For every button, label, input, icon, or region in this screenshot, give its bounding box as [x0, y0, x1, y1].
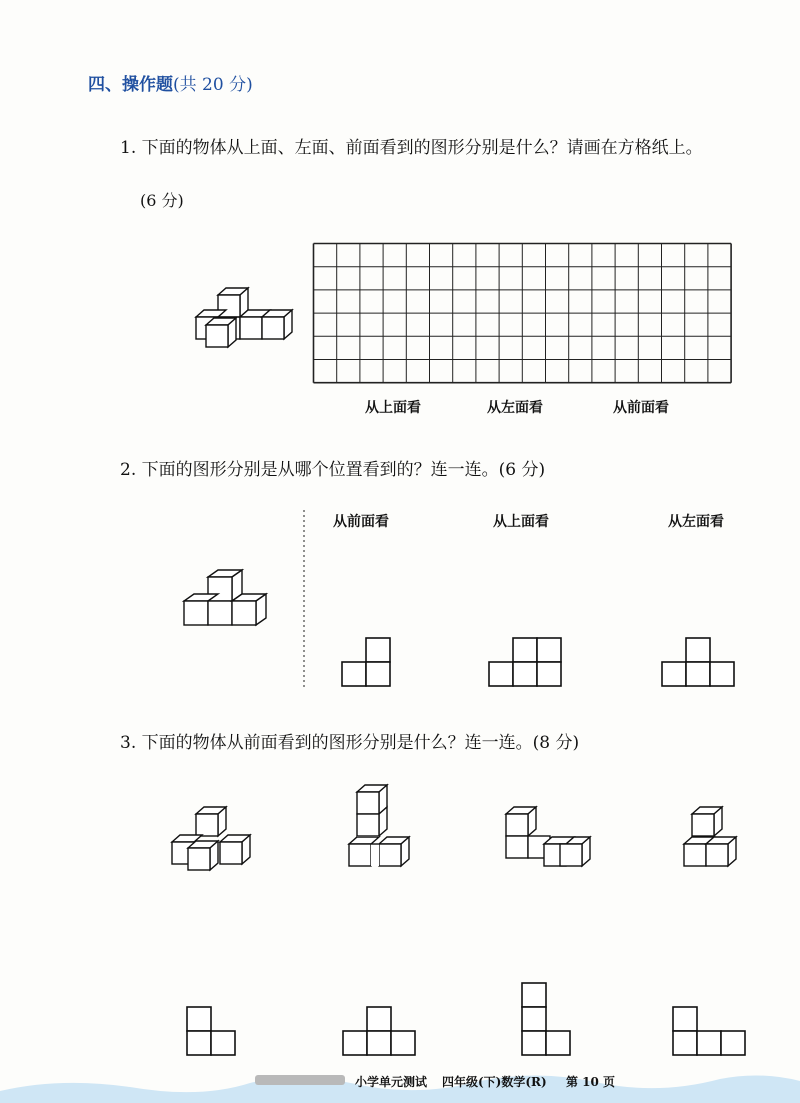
q3-s4-cube-top	[692, 807, 722, 836]
q2-solid-figure	[180, 565, 290, 635]
q3-solid-1[interactable]	[168, 806, 268, 876]
q1-solid-figure	[188, 285, 308, 365]
q1-label-left: 从左面看	[487, 400, 543, 416]
q1-grid-paper[interactable]	[313, 243, 733, 393]
q3-s2-cube-3	[379, 837, 409, 866]
q2-dotted-divider	[302, 510, 306, 690]
q1-text: 1. 下面的物体从上面、左面、前面看到的图形分别是什么？请画在方格纸上。	[120, 138, 703, 158]
section-points: (共 20 分)	[173, 75, 253, 95]
q2-cube-bottom-2	[208, 601, 232, 625]
q3-s2-cube-1	[357, 785, 387, 814]
q2-view-1[interactable]	[340, 636, 400, 696]
q2-cube-bottom-3	[232, 594, 266, 625]
q3-s1-cube-front	[188, 841, 218, 870]
q3-view-1[interactable]	[185, 1005, 245, 1065]
q3-s1-cube-top	[196, 807, 226, 836]
footer-redacted-mark	[255, 1073, 345, 1087]
q1-cube-right-2	[262, 310, 292, 339]
q3-view-3[interactable]	[520, 981, 580, 1066]
q1-points: (6 分)	[140, 191, 184, 210]
q3-s3-cube-top	[506, 807, 536, 836]
q3-s4-cube-right	[706, 837, 736, 866]
q3-s2-cube-4	[349, 836, 379, 866]
q2-text: 2. 下面的图形分别是从哪个位置看到的？连一连。(6 分)	[120, 460, 546, 480]
footer-page-number: 第 10 页	[566, 1075, 616, 1089]
q1-label-top: 从上面看	[365, 400, 421, 416]
q3-solid-3[interactable]	[500, 804, 600, 884]
q2-label-3: 从左面看	[668, 514, 724, 530]
q3-solid-4[interactable]	[680, 804, 760, 884]
q2-view-3[interactable]	[660, 636, 740, 696]
q3-solid-2[interactable]	[345, 782, 425, 882]
q3-s1-cube-right	[220, 835, 250, 864]
q2-label-2: 从上面看	[493, 514, 549, 530]
footer-book-title: 小学单元测试	[355, 1075, 428, 1089]
q2-label-1: 从前面看	[333, 514, 389, 530]
q3-text: 3. 下面的物体从前面看到的图形分别是什么？连一连。(8 分)	[120, 733, 580, 753]
q3-view-2[interactable]	[341, 1005, 421, 1065]
footer-grade: 四年级(下)数学(R)	[442, 1075, 547, 1089]
section-title-text: 四、操作题	[88, 75, 173, 95]
section-title	[88, 70, 253, 95]
q3-view-4[interactable]	[671, 1005, 751, 1065]
q1-cube-front	[206, 318, 236, 347]
q2-view-2[interactable]	[487, 636, 567, 696]
q1-label-front: 从前面看	[613, 400, 669, 416]
